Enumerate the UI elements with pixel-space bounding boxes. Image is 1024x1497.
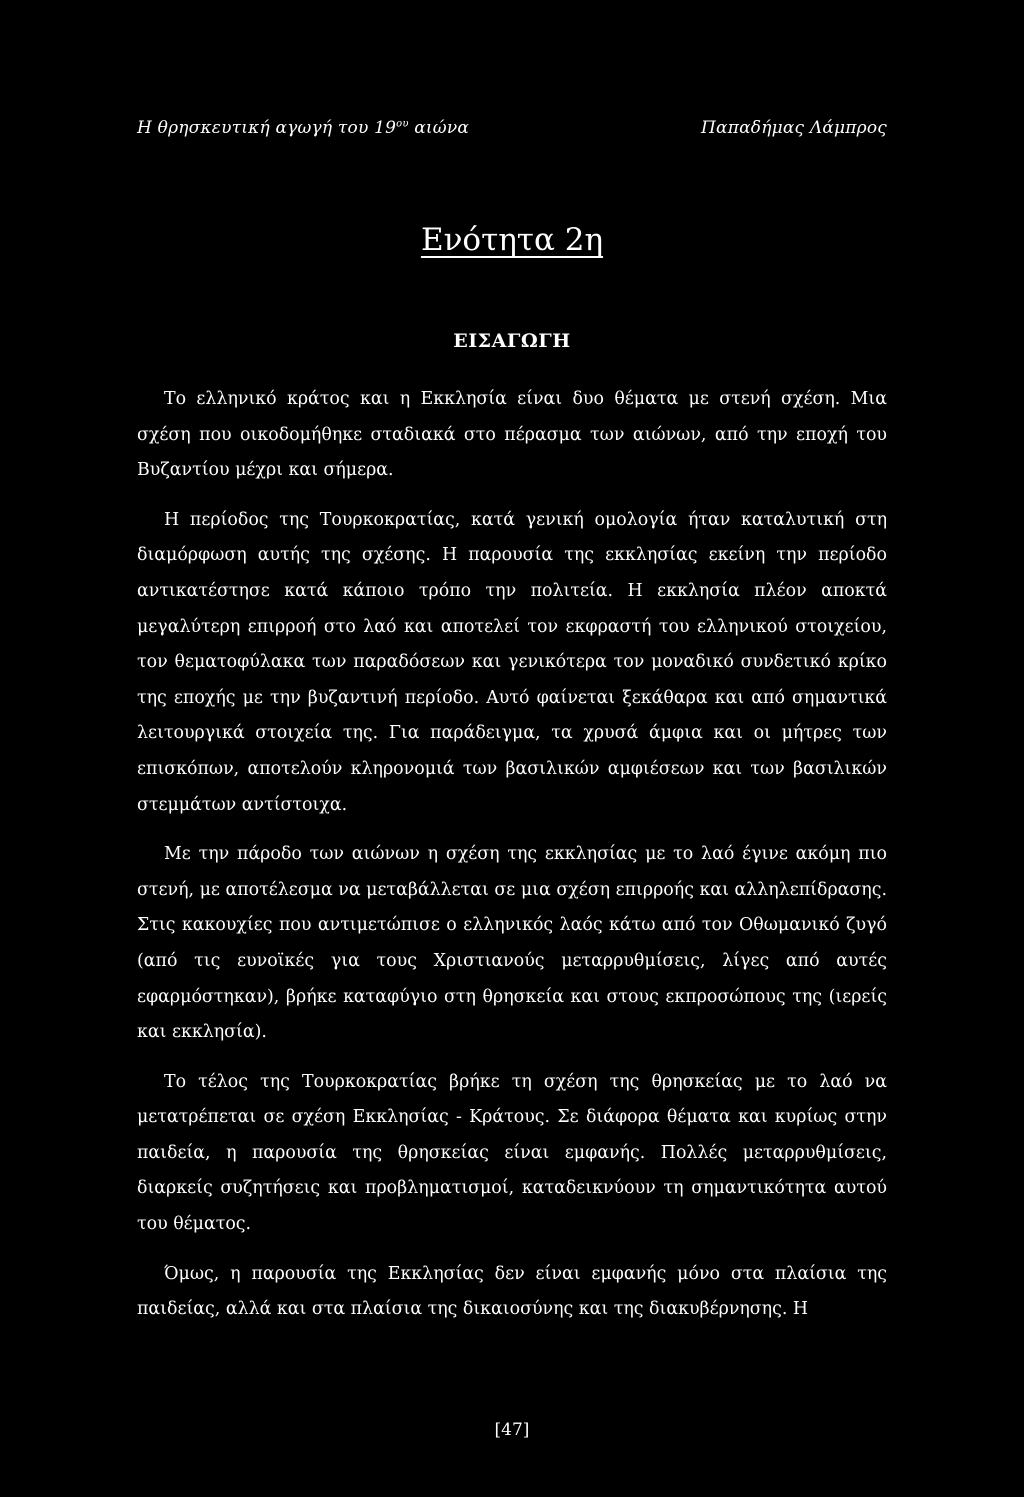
paragraph: Με την πάροδο των αιώνων η σχέση της εκκλησίας με το λαό έγινε ακόμη πιο στενή, με αποτέλεσμα να μεταβάλλεται σε μια σχέση επιρροής και αλληλεπίδρασης. Στις κακουχίες που αντιμετώπισε ο ελληνικός λαός κάτω από τον Οθωμανικό ζυγό (από τις ευνοϊκές για τους Χριστιανούς μεταρρυθμίσεις, λίγες από αυτές εφαρμόστηκαν), βρήκε καταφύγιο στη θρησκεία και στους εκπροσώπους της (ιερείς και εκκλησία). bbox=[137, 844, 887, 1043]
page-number: [47] bbox=[494, 1420, 530, 1440]
header-book-title: Η θρησκευτική αγωγή του $19^{o\upsilon}$ αιώνα bbox=[137, 118, 470, 138]
body-text bbox=[137, 382, 887, 1342]
chapter-title: Ενότητα 2η bbox=[420, 222, 604, 258]
header-author: Παπαδήμας Λάμπρος bbox=[701, 118, 887, 138]
paragraph: Όμως, η παρουσία της Εκκλησίας δεν είναι εμφανής μόνο στα πλαίσια της παιδείας, αλλά και στα πλαίσια της δικαιοσύνης και της διακυβέρνησης. Η bbox=[137, 1263, 887, 1320]
paragraph: Το ελληνικό κράτος και η Εκκλησία είναι δυο θέματα με στενή σχέση. Μια σχέση που οικοδομήθηκε σταδιακά στο πέρασμα των αιώνων, από την εποχή του Βυζαντίου μέχρι και σήμερα. bbox=[137, 389, 887, 481]
section-heading: ΕΙΣΑΓΩΓΗ bbox=[453, 330, 571, 352]
running-header bbox=[137, 118, 887, 146]
paragraph: Η περίοδος της Τουρκοκρατίας, κατά γενική ομολογία ήταν καταλυτική στη διαμόρφωση αυτής της σχέσης. Η παρουσία της εκκλησίας εκείνη την περίοδο αντικατέστησε κατά κάποιο τρόπο την πολιτεία. Η εκκλησία πλέον αποκτά μεγαλύτερη επιρροή στο λαό και αποτελεί τον εκφραστή του ελληνικού στοιχείου, τον θεματοφύλακα των παραδόσεων και γενικότερα τον μοναδικό συνδετικό κρίκο της εποχής με την βυζαντινή περίοδο. Αυτό φαίνεται ξεκάθαρα και από σημαντικά λειτουργικά στοιχεία της. Για παράδειγμα, τα χρυσά άμφια και οι μήτρες των επισκόπων, αποτελούν κληρονομιά των βασιλικών αμφιέσεων και των βασιλικών στεμμάτων αντίστοιχα. bbox=[137, 509, 887, 815]
paragraph: Το τέλος της Τουρκοκρατίας βρήκε τη σχέση της θρησκείας με το λαό να μετατρέπεται σε σχέση Εκκλησίας - Κράτους. Σε διάφορα θέματα και κυρίως στην παιδεία, η παρουσία της θρησκείας είναι εμφανής. Πολλές μεταρρυθμίσεις, διαρκείς συζητήσεις και προβληματισμοί, καταδεικνύουν τη σημαντικότητα αυτού του θέματος. bbox=[137, 1071, 887, 1235]
